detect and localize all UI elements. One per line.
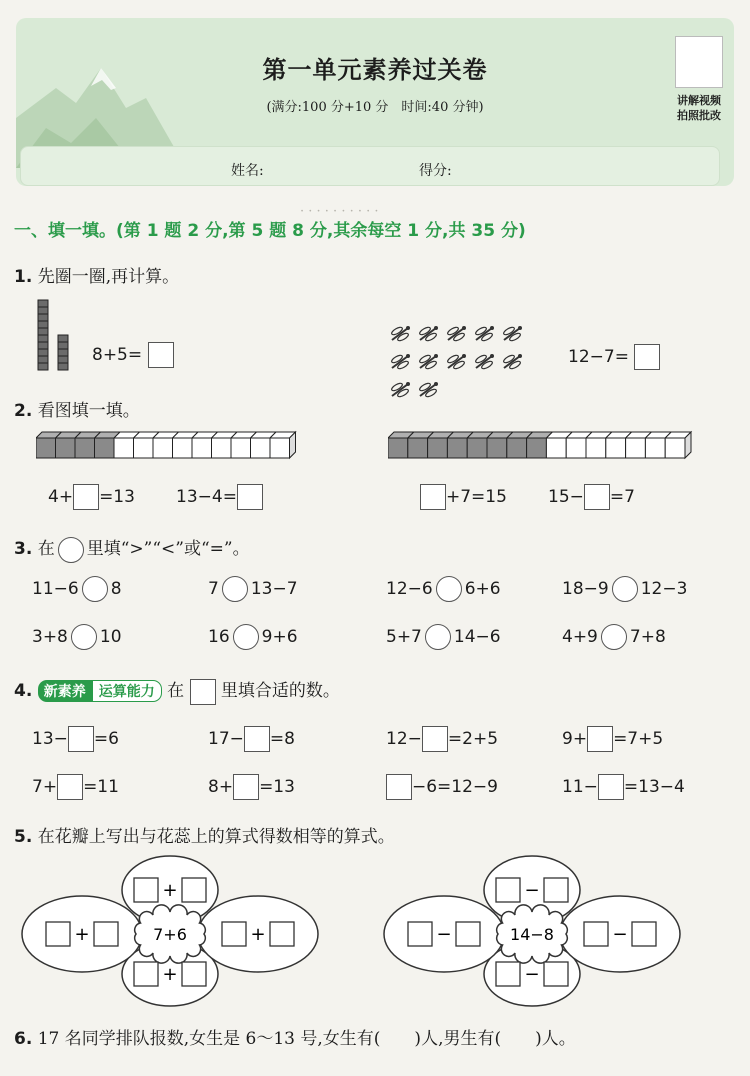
compare-circle[interactable] xyxy=(71,624,97,650)
fill-left: 11− xyxy=(562,777,598,797)
block-cell xyxy=(114,438,134,458)
fill-item xyxy=(386,726,498,752)
block-cell xyxy=(75,438,95,458)
compare-circle[interactable] xyxy=(233,624,259,650)
compare-right: 13−7 xyxy=(250,579,298,599)
block-cell xyxy=(388,438,408,458)
compare-left: 11−6 xyxy=(32,579,79,599)
fill-left: 8+ xyxy=(208,777,234,797)
compare-right: 9+6 xyxy=(261,627,298,647)
block-cell xyxy=(192,438,212,458)
compare-item xyxy=(386,624,501,650)
rod-cube xyxy=(38,328,48,335)
fill-item xyxy=(32,774,119,800)
compare-item xyxy=(32,624,122,650)
compare-left: 3+8 xyxy=(32,627,68,647)
petal-answer-box[interactable] xyxy=(544,878,568,902)
dragonfly-icon xyxy=(472,352,496,372)
q1-expression-right xyxy=(568,344,660,370)
name-label: 姓名: xyxy=(231,163,264,179)
fill-item xyxy=(32,726,119,752)
q2-expression-c xyxy=(420,484,507,510)
rod-cube xyxy=(58,349,68,356)
answer-box[interactable] xyxy=(598,774,624,800)
rod-cube xyxy=(58,356,68,363)
dragonfly-icon xyxy=(388,352,412,372)
answer-box[interactable] xyxy=(73,484,99,510)
flower-1 xyxy=(20,852,320,1012)
block-cell xyxy=(665,438,685,458)
petal-operator: + xyxy=(162,964,178,985)
qr-caption-line-1: 讲解视频 xyxy=(677,94,721,107)
dragonfly-icon xyxy=(416,352,440,372)
fill-left: 13− xyxy=(32,729,68,749)
question-number: 3. xyxy=(14,539,33,559)
expr-text: =7 xyxy=(609,487,635,507)
petal-answer-box[interactable] xyxy=(94,922,118,946)
petal-answer-box[interactable] xyxy=(584,922,608,946)
rod-cube xyxy=(38,335,48,342)
qr-code[interactable] xyxy=(675,36,723,88)
block-cell xyxy=(586,438,606,458)
answer-box[interactable] xyxy=(386,774,412,800)
petal-operator: − xyxy=(524,964,540,985)
fill-left: 7+ xyxy=(32,777,58,797)
compare-left: 4+9 xyxy=(562,627,598,647)
fill-right: =2+5 xyxy=(447,729,499,749)
dragonfly-icon xyxy=(416,380,440,400)
answer-box[interactable] xyxy=(237,484,263,510)
fill-item xyxy=(208,726,295,752)
flower-2 xyxy=(382,852,682,1012)
petal-answer-box[interactable] xyxy=(632,922,656,946)
answer-box[interactable] xyxy=(422,726,448,752)
block-cell xyxy=(251,438,271,458)
tag-new-literacy: 新素养 xyxy=(38,680,92,702)
block-cell xyxy=(507,438,527,458)
fill-right: =13−4 xyxy=(623,777,685,797)
dragonfly-icon xyxy=(388,380,412,400)
petal-operator: + xyxy=(250,924,266,945)
rod-cube xyxy=(38,349,48,356)
fill-right: −6=12−9 xyxy=(412,777,498,797)
petal-answer-box[interactable] xyxy=(134,962,158,986)
petal-answer-box[interactable] xyxy=(182,878,206,902)
fill-item xyxy=(562,726,663,752)
petal-answer-box[interactable] xyxy=(222,922,246,946)
q1-left-text: 8+5= xyxy=(92,345,143,365)
q2-expression-d xyxy=(548,484,635,510)
rod-cube xyxy=(38,307,48,314)
qr-caption-line-2: 拍照批改 xyxy=(677,109,721,122)
fill-left: 12− xyxy=(386,729,422,749)
block-cell xyxy=(36,438,56,458)
block-cell xyxy=(606,438,626,458)
question-2 xyxy=(14,396,140,421)
block-cell xyxy=(566,438,586,458)
petal-answer-box[interactable] xyxy=(496,878,520,902)
q1-right-text: 12−7= xyxy=(568,347,629,367)
compare-left: 12−6 xyxy=(386,579,433,599)
block-cell xyxy=(527,438,547,458)
question-text: 里填“>”“<”或“=”。 xyxy=(86,539,250,559)
question-number: 6. xyxy=(14,1029,33,1049)
dragonfly-icon xyxy=(472,324,496,344)
block-cell xyxy=(428,438,448,458)
compare-right: 10 xyxy=(99,627,122,647)
petal-answer-box[interactable] xyxy=(270,922,294,946)
q2-expression-a xyxy=(48,484,135,510)
fill-right: =7+5 xyxy=(613,729,664,749)
dragonfly-group xyxy=(386,322,546,406)
block-cell xyxy=(173,438,193,458)
compare-item xyxy=(562,624,666,650)
sample-box xyxy=(190,679,216,705)
fill-left: 9+ xyxy=(562,729,588,749)
rod-cube xyxy=(38,300,48,307)
block-cell xyxy=(270,438,290,458)
compare-left: 7 xyxy=(208,579,219,599)
question-text: 里填合适的数。 xyxy=(220,681,340,701)
compare-item xyxy=(208,624,298,650)
petal-operator: − xyxy=(612,924,628,945)
block-cell xyxy=(626,438,646,458)
score-label: 得分: xyxy=(419,163,452,179)
compare-item xyxy=(32,576,122,602)
question-number: 4. xyxy=(14,681,33,701)
block-cell xyxy=(212,438,232,458)
sample-circle xyxy=(58,537,84,563)
page-subtitle: (满分:100 分+10 分 时间:40 分钟) xyxy=(266,100,484,115)
block-cell xyxy=(408,438,428,458)
question-number: 5. xyxy=(14,827,33,847)
compare-item xyxy=(386,576,501,602)
answer-box[interactable] xyxy=(57,774,83,800)
answer-box[interactable] xyxy=(233,774,259,800)
answer-box[interactable] xyxy=(148,342,174,368)
petal-operator: + xyxy=(74,924,90,945)
name-score-box xyxy=(20,146,720,186)
question-number: 2. xyxy=(14,401,33,421)
counting-rods xyxy=(36,298,76,382)
fill-item xyxy=(386,774,498,800)
rod-cube xyxy=(58,342,68,349)
compare-circle[interactable] xyxy=(222,576,248,602)
petal-answer-box[interactable] xyxy=(456,922,480,946)
rods-svg xyxy=(36,298,76,378)
petal-answer-box[interactable] xyxy=(46,922,70,946)
qr-caption xyxy=(664,93,734,123)
question-1 xyxy=(14,262,179,287)
fill-left: 17− xyxy=(208,729,244,749)
compare-circle[interactable] xyxy=(425,624,451,650)
question-text: 看图填一填。 xyxy=(37,401,140,421)
answer-box[interactable] xyxy=(587,726,613,752)
rod-cube xyxy=(38,356,48,363)
rod-cube xyxy=(38,321,48,328)
dragonfly-icon xyxy=(500,324,524,344)
petal-answer-box[interactable] xyxy=(182,962,206,986)
petal-answer-box[interactable] xyxy=(496,962,520,986)
compare-item xyxy=(208,576,298,602)
compare-right: 12−3 xyxy=(640,579,688,599)
dragonfly-icon xyxy=(388,324,412,344)
answer-box[interactable] xyxy=(634,344,660,370)
compare-left: 18−9 xyxy=(562,579,609,599)
expr-text: 4+ xyxy=(48,487,74,507)
dragonfly-icon xyxy=(500,352,524,372)
flower-center-expression: 7+6 xyxy=(153,925,187,944)
block-cell xyxy=(231,438,251,458)
answer-box[interactable] xyxy=(244,726,270,752)
question-text: 在花瓣上写出与花蕊上的算式得数相等的算式。 xyxy=(37,827,395,847)
rod-cube xyxy=(38,314,48,321)
block-cell xyxy=(645,438,665,458)
compare-left: 5+7 xyxy=(386,627,422,647)
rod-cube xyxy=(58,335,68,342)
block-bar-1 xyxy=(36,430,304,464)
fill-item xyxy=(562,774,685,800)
block-cell xyxy=(134,438,154,458)
bleed-through-text: · · · · · · · · · · xyxy=(300,204,379,219)
dragonfly-icon xyxy=(416,324,440,344)
question-5 xyxy=(14,822,395,847)
page-title: 第一单元素养过关卷 xyxy=(262,55,488,84)
expr-text: 15− xyxy=(548,487,584,507)
expr-text: 13−4= xyxy=(176,487,237,507)
block-cell xyxy=(447,438,467,458)
block-cell xyxy=(95,438,115,458)
question-6 xyxy=(14,1024,576,1049)
petal-answer-box[interactable] xyxy=(544,962,568,986)
compare-circle[interactable] xyxy=(601,624,627,650)
question-4 xyxy=(14,676,340,705)
expr-text: +7=15 xyxy=(446,487,507,507)
fill-item xyxy=(208,774,295,800)
question-3 xyxy=(14,534,250,563)
block-cell xyxy=(487,438,507,458)
petal-operator: − xyxy=(436,924,452,945)
compare-circle[interactable] xyxy=(436,576,462,602)
block-cell xyxy=(546,438,566,458)
rod-cube xyxy=(38,342,48,349)
compare-item xyxy=(562,576,687,602)
rod-cube xyxy=(58,363,68,370)
petal-operator: + xyxy=(162,880,178,901)
q1-expression-left xyxy=(92,342,174,368)
fill-right: =13 xyxy=(259,777,295,797)
compare-right: 7+8 xyxy=(629,627,666,647)
question-text: 17 名同学排队报数,女生是 6～13 号,女生有( )人,男生有( )人。 xyxy=(37,1029,576,1049)
fill-right: =8 xyxy=(269,729,295,749)
dragonfly-icon xyxy=(444,352,468,372)
question-text: 在 xyxy=(167,681,185,701)
dragonfly-icon xyxy=(444,324,468,344)
petal-operator: − xyxy=(524,880,540,901)
block-cell xyxy=(56,438,76,458)
compare-left: 16 xyxy=(208,627,230,647)
compare-circle[interactable] xyxy=(82,576,108,602)
tag-computation: 运算能力 xyxy=(92,680,162,702)
block-cell xyxy=(153,438,173,458)
compare-right: 6+6 xyxy=(464,579,501,599)
block-bar-2 xyxy=(388,430,698,464)
q2-expression-b xyxy=(176,484,263,510)
answer-box[interactable] xyxy=(420,484,446,510)
answer-box[interactable] xyxy=(584,484,610,510)
question-number: 1. xyxy=(14,267,33,287)
petal-answer-box[interactable] xyxy=(134,878,158,902)
answer-box[interactable] xyxy=(68,726,94,752)
compare-circle[interactable] xyxy=(612,576,638,602)
question-text: 先圈一圈,再计算。 xyxy=(37,267,180,287)
petal-answer-box[interactable] xyxy=(408,922,432,946)
expr-text: =13 xyxy=(99,487,135,507)
fill-right: =11 xyxy=(83,777,119,797)
fill-right: =6 xyxy=(93,729,119,749)
compare-right: 14−6 xyxy=(453,627,501,647)
rod-cube xyxy=(38,363,48,370)
question-text: 在 xyxy=(37,539,55,559)
flower-center-expression: 14−8 xyxy=(510,925,554,944)
section-title: 一、填一填。(第 1 题 2 分,第 5 题 8 分,其余每空 1 分,共 35 分) xyxy=(14,221,526,241)
compare-right: 8 xyxy=(110,579,122,599)
block-cell xyxy=(467,438,487,458)
